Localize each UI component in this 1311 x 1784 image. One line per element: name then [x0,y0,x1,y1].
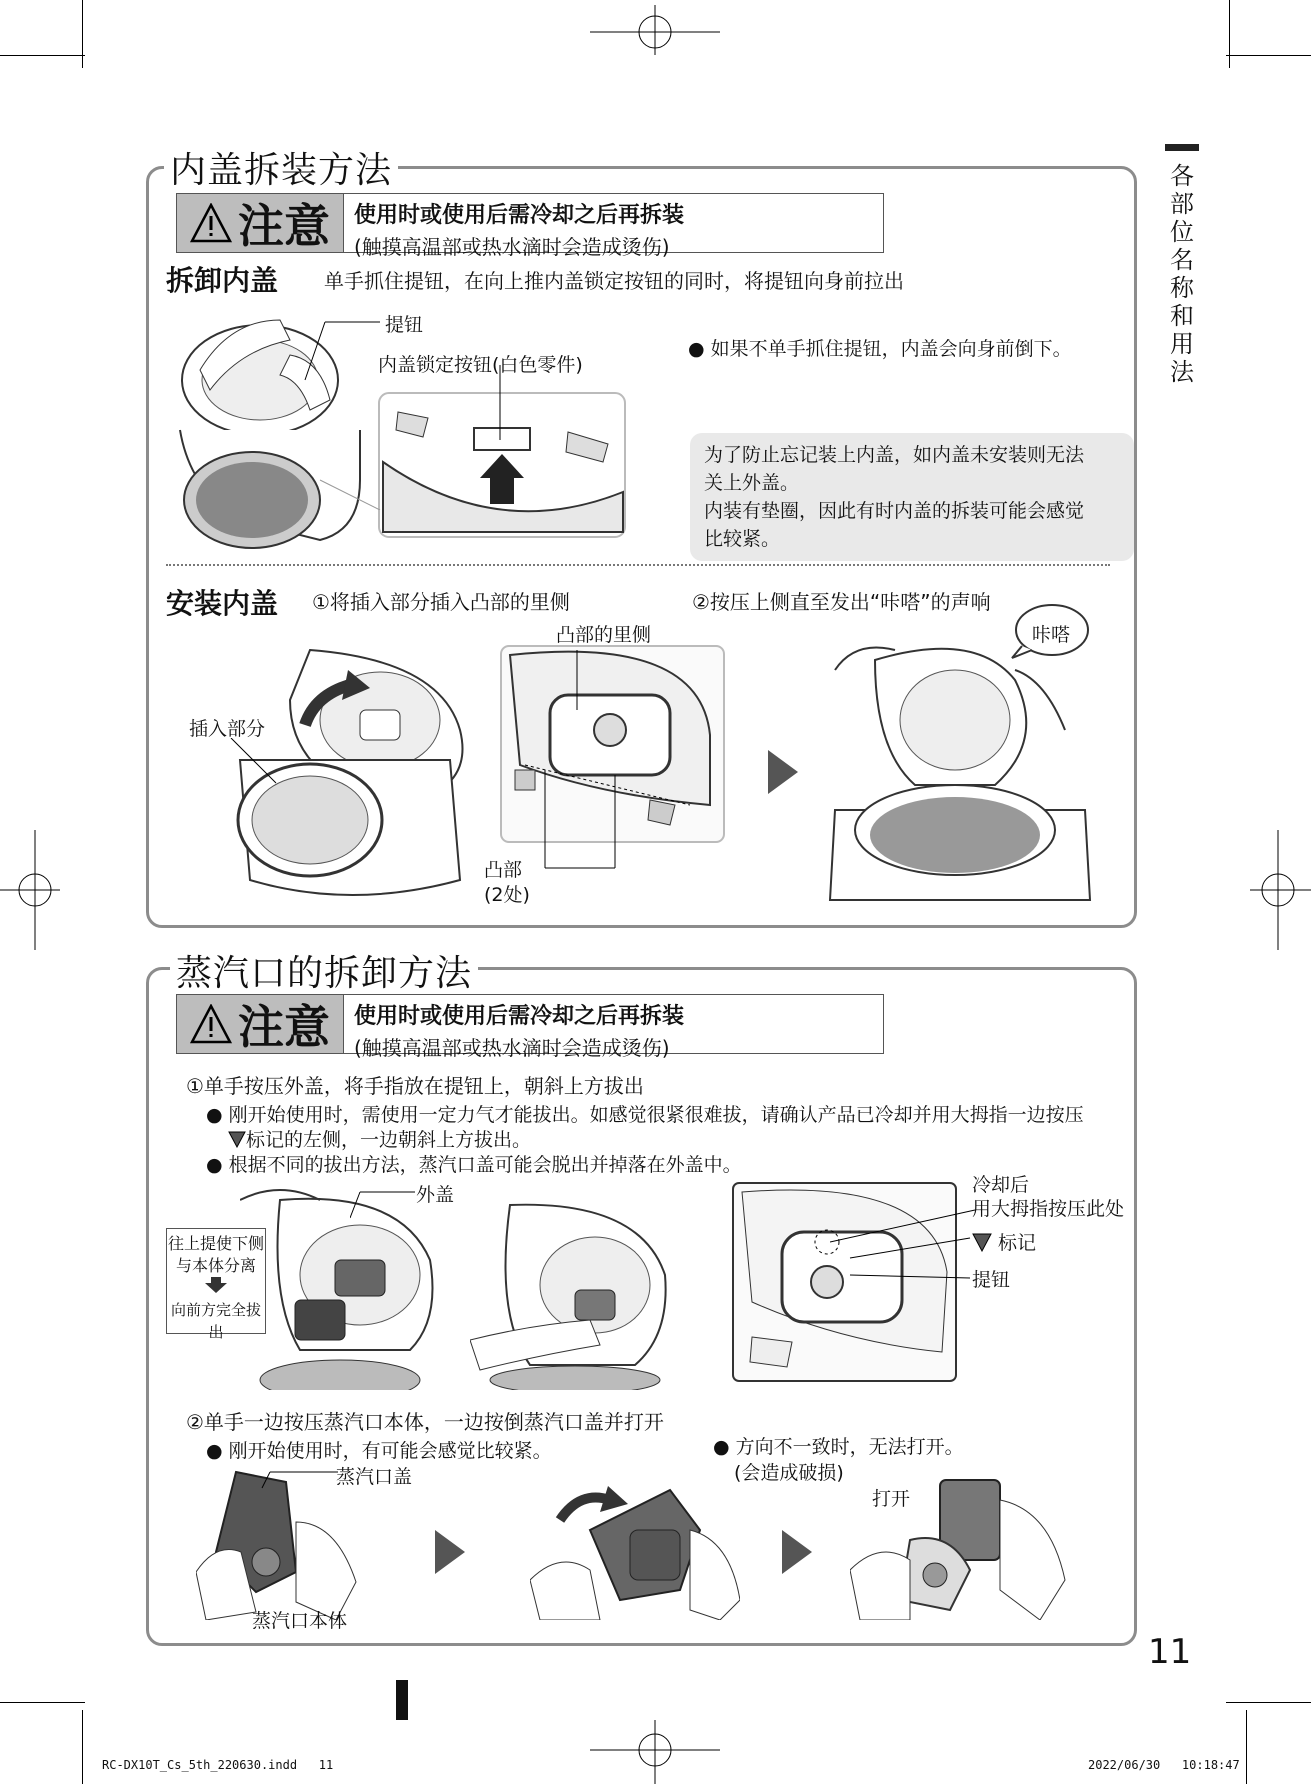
outer-lid-callout [350,1190,420,1220]
registration-mark [590,1720,720,1784]
side-note-line: 与本体分离 [175,1256,256,1275]
steam-bullet-1b: 标记的左侧，一边朝斜上方拔出。 [246,1129,532,1151]
caution-sub-text: (触摸高温部或热水滴时会造成烫伤) [354,1036,670,1060]
registration-mark [0,830,60,950]
insert-callout [226,738,286,788]
label-lock-button [378,350,583,377]
steam-bullet-4b: (会造成破损) [734,1462,844,1484]
note-line: 内装有垫圈，因此有时内盖的拆装可能会感觉 [704,500,1085,522]
remove-note-box [690,433,1134,561]
crop-mark [0,1702,85,1703]
arrow-triangle [435,1530,465,1574]
remove-bullet: ● 如果不单手抓住提钮，内盖会向身前倒下。 [688,334,1072,361]
closing-lid-illustration [815,620,1115,910]
label-insert-part: 插入部分 [189,718,266,740]
side-tab-marker [1165,144,1199,151]
label-open: 打开 [872,1488,911,1510]
warning-icon [190,203,232,243]
label-mark-line [972,1228,1036,1255]
caution-main-text: 使用时或使用后需冷却之后再拆装 [354,203,685,228]
label-knob: 提钮 [385,314,424,336]
caution-main-text: 使用时或使用后需冷却之后再拆装 [354,1004,685,1029]
label-inner-side: 凸部的里侧 [556,624,652,646]
label-convex: 凸部 [484,859,523,881]
steam-remove-illustration-2 [470,1195,680,1390]
caution-badge [177,995,344,1053]
section-title-steam-vent: 蒸汽口的拆卸方法 [170,945,478,996]
label-mark: 标记 [998,1232,1037,1254]
label-steam-knob: 提钮 [972,1269,1011,1291]
note-line: 关上外盖。 [704,472,800,494]
footer-timestamp: 2022/06/30 10:18:47 [1088,1758,1240,1772]
lift-instruction-box [166,1228,266,1341]
steam-bullet-2: ● 根据不同的拔出方法，蒸汽口盖可能会脱出并掉落在外盖中。 [206,1150,742,1177]
crop-mark [0,55,85,56]
warning-icon [190,1004,232,1044]
arrow-triangle [782,1530,812,1574]
registration-mark [590,5,720,55]
label-lock-button-text: 内盖锁定按钮 [378,354,493,376]
install-step2: ②按压上侧直至发出“咔嗒”的声响 [692,590,991,614]
caution-box [176,994,884,1060]
steam-step1: ①单手按压外盖，将手指放在提钮上，朝斜上方拔出 [186,1074,644,1098]
label-after-cool: 冷却后 [972,1174,1030,1196]
steam-open-illustration-2 [530,1470,740,1620]
crop-mark [1226,1702,1311,1703]
footer-bar-marker [396,1680,408,1720]
install-heading: 安装内盖 [166,587,279,620]
note-line: 为了防止忘记装上内盖，如内盖未安装则无法 [704,444,1085,466]
label-outer-lid: 外盖 [416,1184,455,1206]
install-step1: ①将插入部分插入凸部的里侧 [312,590,570,614]
remove-instruction: 单手抓住提钮，在向上推内盖锁定按钮的同时，将提钮向身前拉出 [324,269,904,293]
note-line: 比较紧。 [704,528,781,550]
click-bubble-text: 咔嗒 [1032,624,1071,646]
crop-mark [82,0,83,68]
label-convex-count: (2处) [484,884,530,906]
side-tab-label: 各部位名称和用法 [1170,162,1194,386]
caution-label: 注意 [238,1000,330,1054]
arrow-triangle [768,750,798,794]
steam-bullet-1a: ● 刚开始使用时，需使用一定力气才能拔出。如感觉很紧很难拔，请确认产品已冷却并用大拇指一边按压 [206,1100,1084,1127]
steam-closeup-callouts [830,1190,980,1290]
convex-callouts [515,650,645,870]
caution-box [176,193,884,259]
down-arrow-icon [204,1277,228,1293]
crop-mark [1229,0,1230,68]
caution-sub-text: (触摸高温部或热水滴时会造成烫伤) [354,235,670,259]
caution-label: 注意 [238,199,330,253]
steam-bullet-3: ● 刚开始使用时，有可能会感觉比较紧。 [206,1436,552,1463]
dotted-divider [166,564,1110,566]
steam-bullet-1b-line [228,1125,531,1152]
crop-mark [1226,55,1311,56]
v-mark-icon [228,1130,246,1148]
remove-heading: 拆卸内盖 [166,264,279,297]
steam-step2: ②单手一边按压蒸汽口本体，一边按倒蒸汽口盖并打开 [186,1410,664,1434]
page-number: 11 [1148,1632,1192,1672]
label-lock-button-note: (白色零件) [492,354,583,376]
steam-bullet-4: ● 方向不一致时，无法打开。 [713,1432,964,1459]
footer-file-info: RC-DX10T_Cs_5th_220630.indd 11 [102,1758,334,1772]
crop-mark [82,1710,83,1784]
steam-cap-callout [260,1470,340,1490]
caution-badge [177,194,344,252]
side-note-line: 向前方完全拔出 [170,1301,261,1341]
v-mark-icon [972,1232,992,1252]
label-steam-cap: 蒸汽口盖 [336,1466,413,1488]
registration-mark [1250,830,1311,950]
label-steam-body: 蒸汽口本体 [252,1610,348,1632]
callout-lines [280,310,530,510]
section-title-inner-lid: 内盖拆装方法 [164,142,398,193]
label-thumb-press: 用大拇指按压此处 [972,1198,1125,1220]
side-note-line: 往上提使下侧 [167,1234,264,1253]
crop-mark [1246,1710,1247,1784]
